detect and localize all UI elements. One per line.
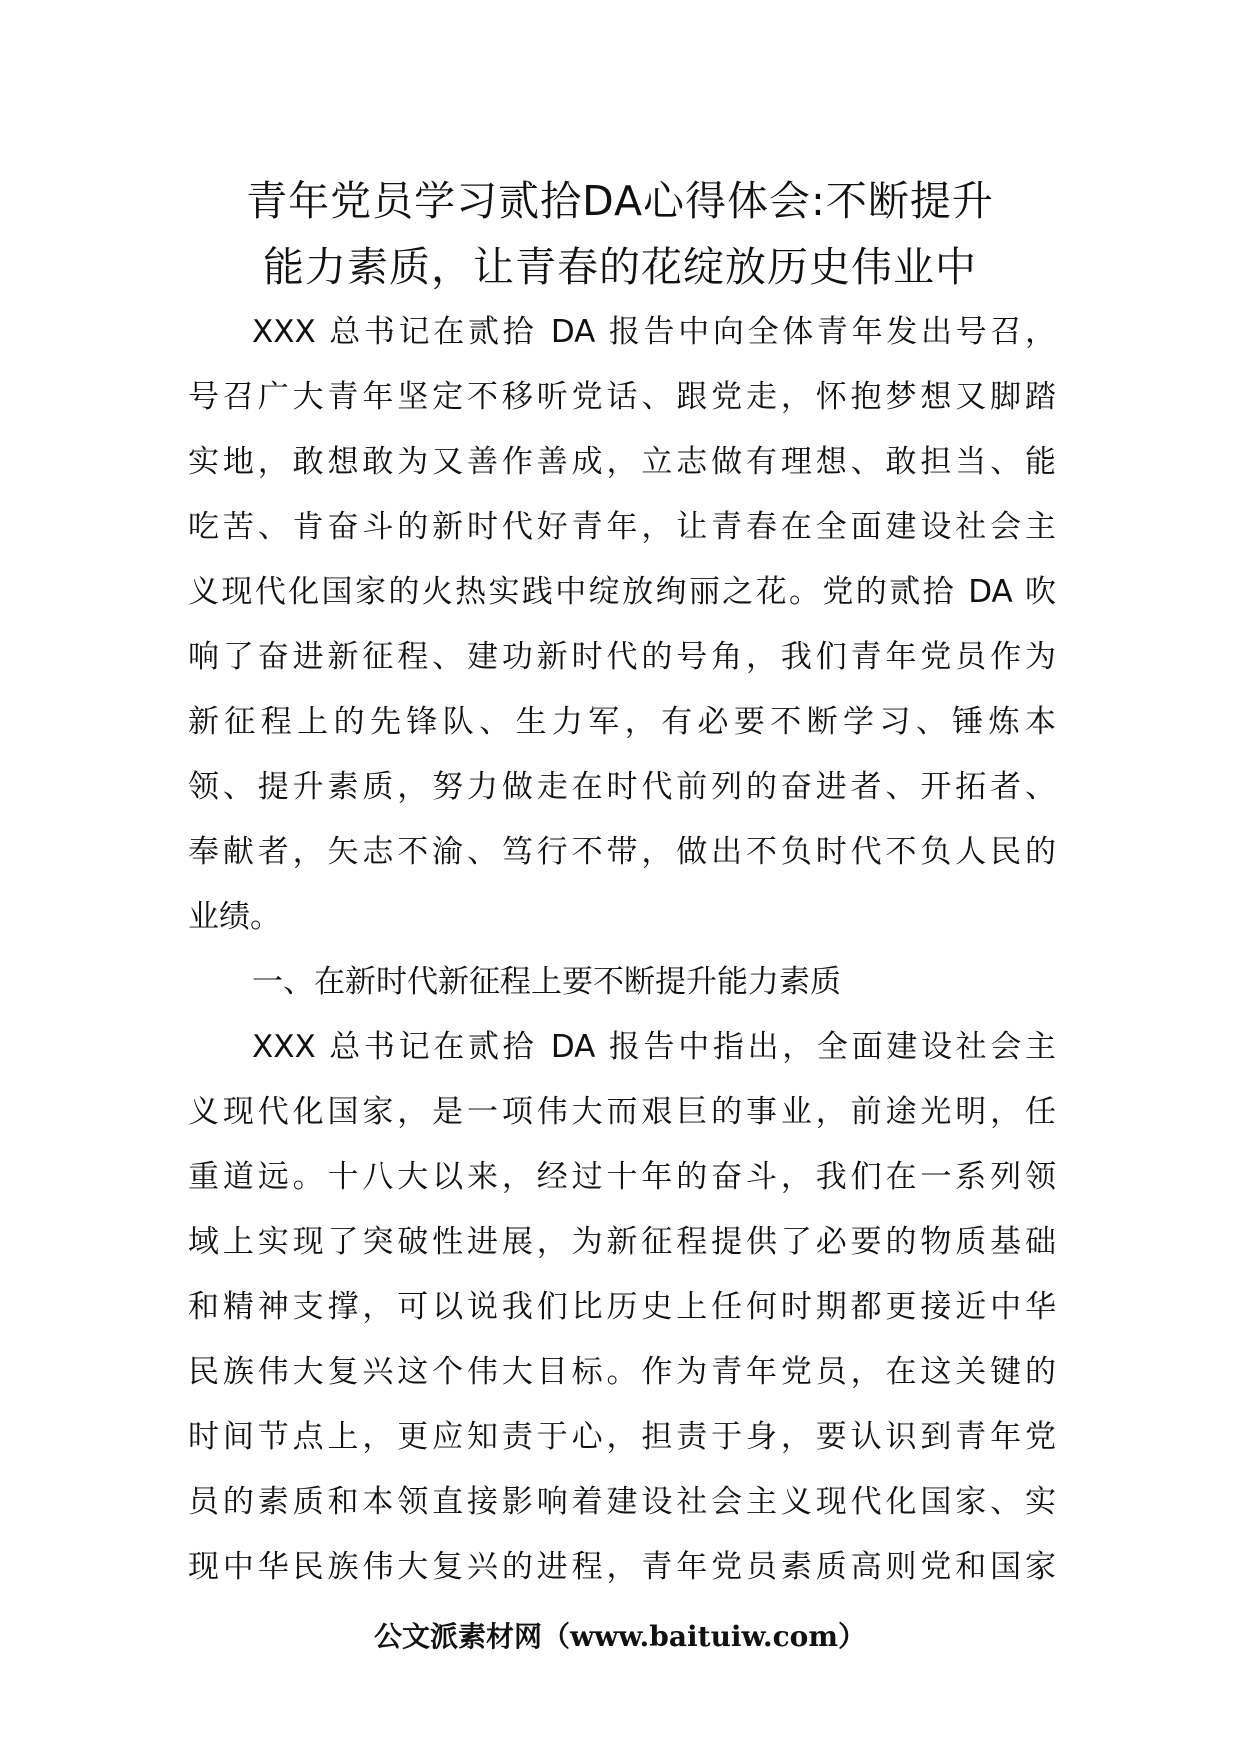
- paragraph-2-line: 义现代化国家，是一项伟大而艰巨的事业，前途光明，任: [188, 1094, 1056, 1130]
- paragraph-2-line: 时间节点上，更应知责于心，担责于身，要认识到青年党: [188, 1419, 1056, 1455]
- paragraph-2-line: XXX 总书记在贰拾 DA 报告中指出，全面建设社会主: [252, 1029, 1056, 1065]
- title-line-2: 能力素质，让青春的花绽放历史伟业中: [263, 243, 977, 291]
- paragraph-1-line: 新征程上的先锋队、生力军，有必要不断学习、锤炼本: [188, 704, 1056, 740]
- paragraph-1-line: 吃苦、肯奋斗的新时代好青年，让青春在全面建设社会主: [188, 509, 1056, 545]
- paragraph-1-line: 业绩。: [188, 899, 281, 935]
- paragraph-1-line: 领、提升素质，努力做走在时代前列的奋进者、开拓者、: [188, 769, 1056, 805]
- paragraph-2-line: 域上实现了突破性进展，为新征程提供了必要的物质基础: [188, 1224, 1056, 1260]
- document-body: [188, 300, 1056, 1600]
- paragraph-2-line: 现中华民族伟大复兴的进程，青年党员素质高则党和国家: [188, 1549, 1056, 1585]
- paragraph-1-line: 实地，敢想敢为又善作善成，立志做有理想、敢担当、能: [188, 444, 1056, 480]
- title-line-1: 青年党员学习贰拾DA心得体会:不断提升: [246, 177, 994, 225]
- paragraph-2-line: 民族伟大复兴这个伟大目标。作为青年党员，在这关键的: [188, 1354, 1056, 1390]
- section-heading: 一、在新时代新征程上要不断提升能力素质: [252, 964, 841, 1000]
- paragraph-2-line: 员的素质和本领直接影响着建设社会主义现代化国家、实: [188, 1484, 1056, 1520]
- paragraph-1-line: 奉献者，矢志不渝、笃行不带，做出不负时代不负人民的: [188, 834, 1056, 870]
- paragraph-1-line: 号召广大青年坚定不移听党话、跟党走，怀抱梦想又脚踏: [188, 379, 1056, 415]
- paragraph-1-line: 响了奋进新征程、建功新时代的号角，我们青年党员作为: [188, 639, 1056, 675]
- document-title: [150, 168, 1090, 300]
- paragraph-2-line: 和精神支撑，可以说我们比历史上任何时期都更接近中华: [188, 1289, 1056, 1325]
- paragraph-1-line: XXX 总书记在贰拾 DA 报告中向全体青年发出号召，: [252, 314, 1056, 350]
- paragraph-2-line: 重道远。十八大以来，经过十年的奋斗，我们在一系列领: [188, 1159, 1056, 1195]
- footer-watermark: 公文派素材网（www.baituiw.com）: [374, 1620, 866, 1653]
- paragraph-1-line: 义现代化国家的火热实践中绽放绚丽之花。党的贰拾 DA 吹: [188, 574, 1056, 610]
